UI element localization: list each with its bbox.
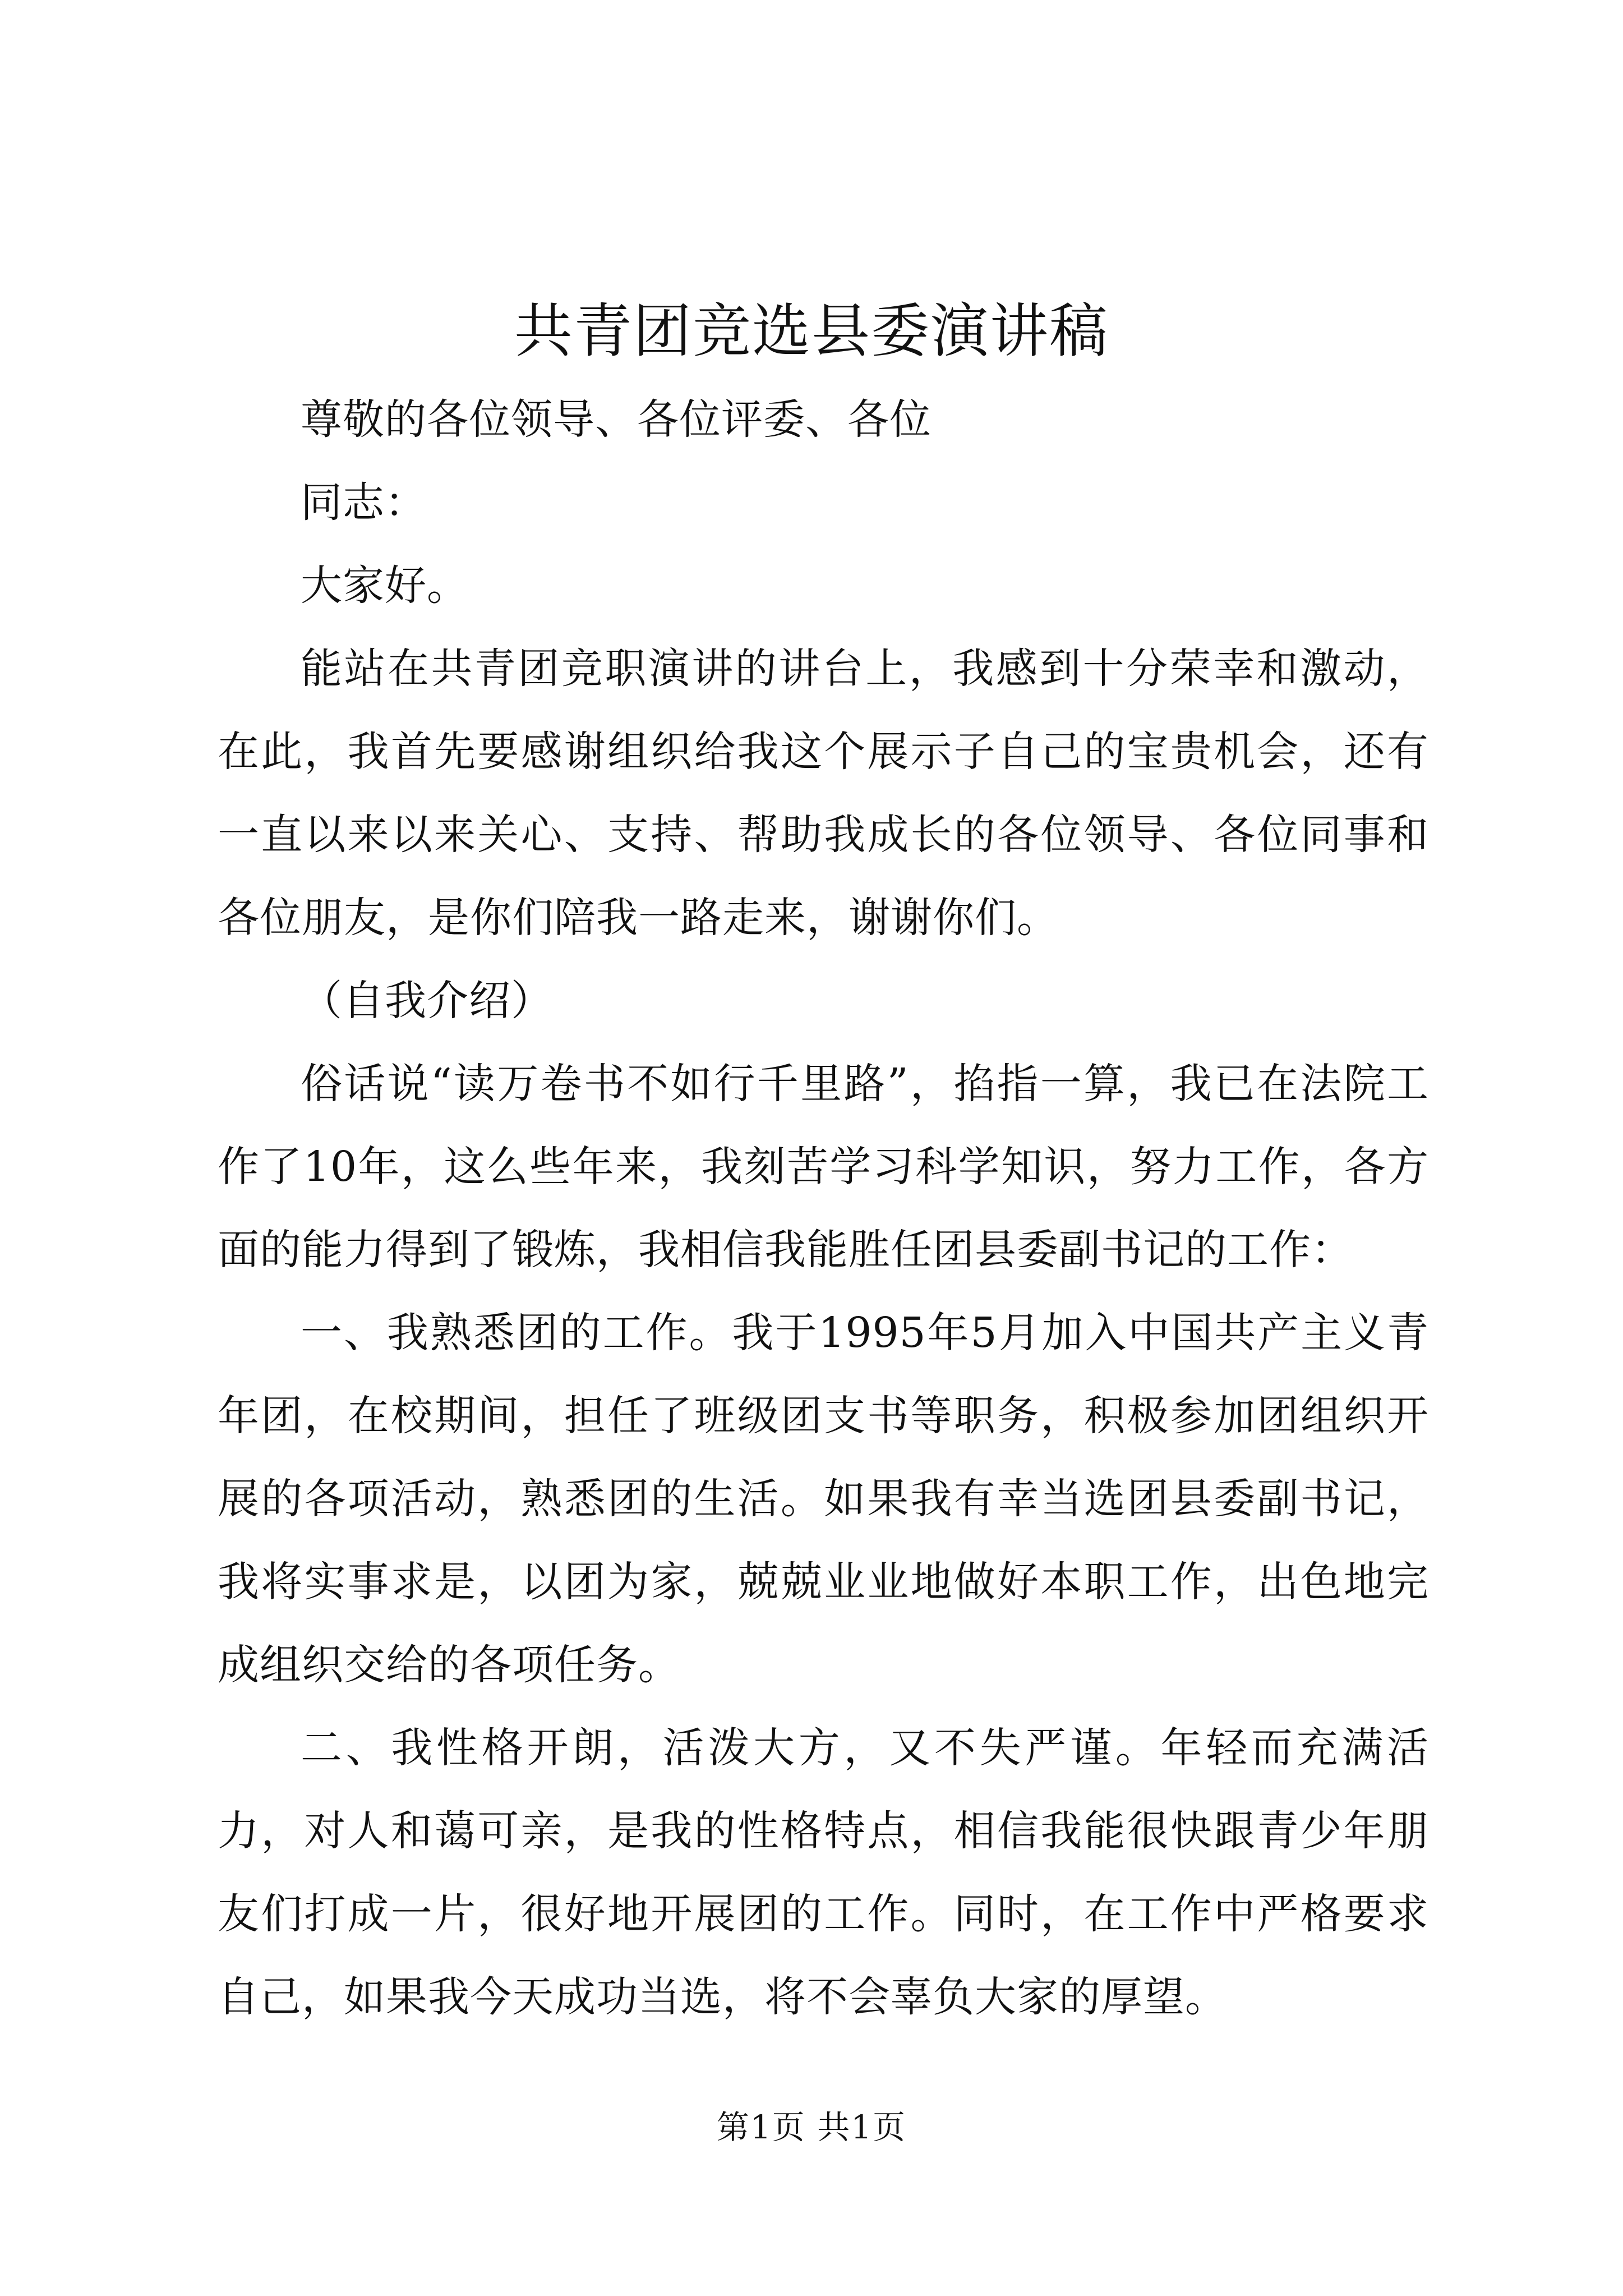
self-intro-note: （自我介绍） xyxy=(301,977,553,1025)
experience-paragraph: 俗话说“读万卷书不如行千里路”，掐指一算，我已在法院工作了10年，这么些年来，我刻苦学习科学知识，努力工作，各方面的能力得到了锻炼，我相信我能胜任团县委副书记的工作： xyxy=(218,1060,1429,1274)
document-title: 共青团竞选县委演讲稿 xyxy=(514,297,1109,365)
point-one-paragraph: 一、我熟悉团的工作。我于1995年5月加入中国共产主义青年团，在校期间，担任了班级团支书等职务，积极参加团组织开展的各项活动，熟悉团的生活。如果我有幸当选团县委副书记，我将实事求是，以团为家，兢兢业业地做好本职工作，出色地完成组织交给的各项任务。 xyxy=(218,1309,1429,1689)
greeting-paragraph: 大家好。 xyxy=(301,562,469,610)
opening-paragraph: 能站在共青团竞职演讲的讲台上，我感到十分荣幸和激动，在此，我首先要感谢组织给我这个展示子自己的宝贵机会，还有一直以来以来关心、支持、帮助我成长的各位领导、各位同事和各位朋友，是你们陪我一路走来，谢谢你们。 xyxy=(218,645,1429,942)
page-footer: 第1页 共1页 xyxy=(716,2108,907,2146)
salutation-line-2: 同志： xyxy=(301,478,427,527)
salutation-line-1: 尊敬的各位领导、各位评委、各位 xyxy=(301,395,932,444)
document-body xyxy=(218,378,1429,2039)
point-two-paragraph: 二、我性格开朗，活泼大方，又不失严谨。年轻而充满活力，对人和蔼可亲，是我的性格特点，相信我能很快跟青少年朋友们打成一片，很好地开展团的工作。同时，在工作中严格要求自己，如果我今天成功当选，将不会辜负大家的厚望。 xyxy=(218,1724,1429,2021)
